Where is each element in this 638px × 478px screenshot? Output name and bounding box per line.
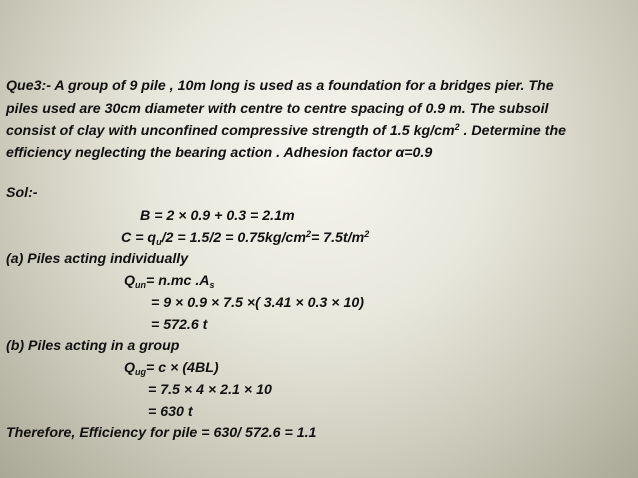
part-a-step-2: = 572.6 t: [151, 317, 208, 333]
c-eq-part-1: C = q: [121, 230, 157, 246]
question-line-4: efficiency neglecting the bearing action . Adhesion factor α=0.9: [6, 145, 433, 161]
c-eq-part-3: = 7.5t/m: [310, 230, 365, 246]
c-equation: [121, 229, 369, 247]
q-ug-rhs: = c × (4BL): [146, 360, 219, 376]
q-ug-label: Q: [124, 360, 136, 376]
subscript: u: [156, 237, 162, 247]
question-line-1: Que3:- A group of 9 pile , 10m long is used as a foundation for a bridges pier. The: [6, 78, 554, 94]
question-line-3-text: consist of clay with unconfined compressive strength of 1.5 kg/cm: [6, 123, 455, 139]
q-ug-equation: [124, 359, 219, 377]
part-b-heading: (b) Piles acting in a group: [6, 338, 180, 354]
q-un-equation: [124, 272, 215, 290]
superscript: 2: [364, 229, 370, 239]
part-b-step-2: = 630 t: [148, 404, 193, 420]
part-a-step-1: = 9 × 0.9 × 7.5 ×( 3.41 × 0.3 × 10): [151, 295, 364, 311]
question-line-2: piles used are 30cm diameter with centre to centre spacing of 0.9 m. The subsoil: [6, 101, 549, 117]
solution-heading: Sol:-: [6, 185, 38, 201]
subscript: s: [209, 280, 215, 290]
q-un-rhs: = n.mc .A: [146, 273, 210, 289]
part-b-step-1: = 7.5 × 4 × 2.1 × 10: [148, 382, 272, 398]
subscript: un: [135, 280, 147, 290]
superscript: 2: [305, 229, 311, 239]
question-line-3-end: . Determine the: [459, 123, 567, 139]
conclusion: Therefore, Efficiency for pile = 630/ 572.6 = 1.1: [6, 425, 317, 441]
q-un-label: Q: [124, 273, 136, 289]
question-line-3: [6, 122, 566, 140]
c-eq-part-2: /2 = 1.5/2 = 0.75kg/cm: [161, 230, 306, 246]
part-a-heading: (a) Piles acting individually: [6, 251, 189, 267]
subscript: ug: [135, 367, 147, 377]
superscript: 2: [454, 122, 460, 132]
b-equation: B = 2 × 0.9 + 0.3 = 2.1m: [140, 208, 295, 224]
